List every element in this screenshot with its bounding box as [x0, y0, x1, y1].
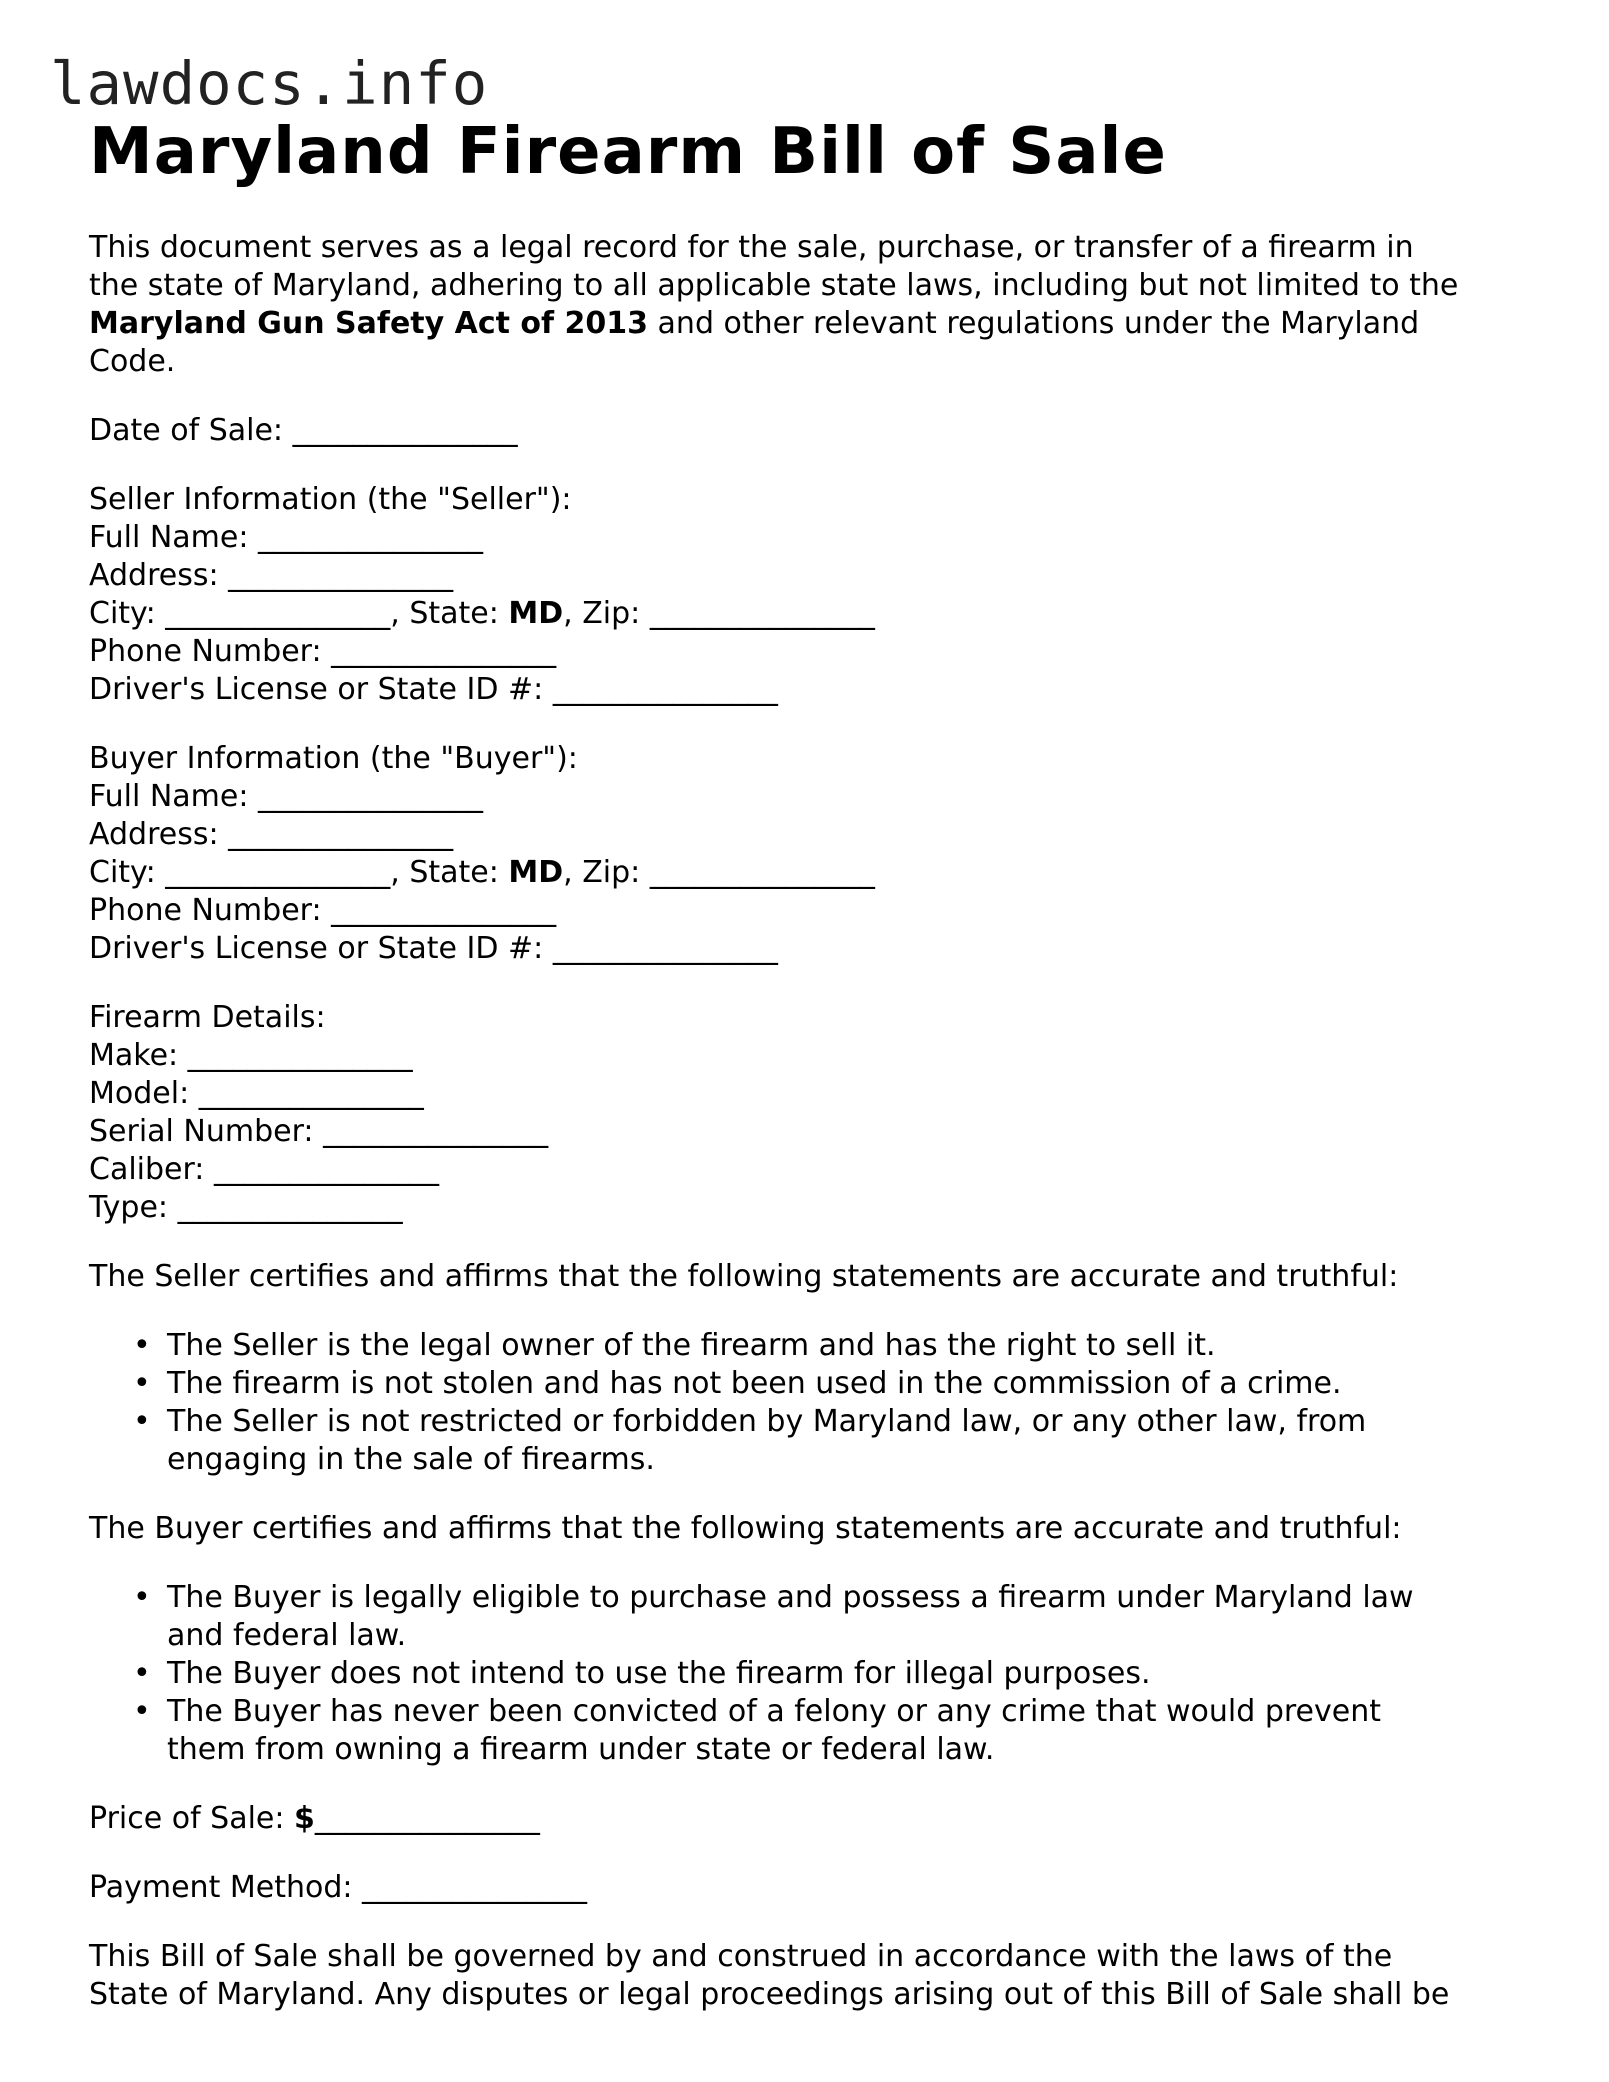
intro-line — [89, 305, 1529, 343]
buyer-full-name-blank[interactable]: _______________ — [257, 779, 483, 814]
field-label: Caliber: — [89, 1152, 214, 1187]
firearm-heading: Firearm Details: — [89, 1000, 326, 1035]
list-item — [89, 1365, 1529, 1403]
field-label: Price of Sale: — [89, 1801, 295, 1836]
date-of-sale-field[interactable] — [89, 412, 1529, 450]
buyer-phone-blank[interactable]: _______________ — [331, 893, 557, 928]
seller-phone-blank[interactable]: _______________ — [331, 634, 557, 669]
governing-law-paragraph — [89, 1938, 1529, 2014]
field-label: , State: — [390, 855, 509, 890]
firearm-serial-field[interactable] — [89, 1113, 1529, 1151]
buyer-heading: Buyer Information (the "Buyer"): — [89, 741, 578, 776]
bullet-icon: • — [133, 1580, 151, 1615]
intro-line: Code. — [89, 344, 176, 379]
buyer-zip-blank[interactable]: _______________ — [649, 855, 875, 890]
page-title: Maryland Firearm Bill of Sale — [89, 115, 1167, 189]
payment-method-blank[interactable]: _______________ — [362, 1870, 588, 1905]
list-item-text: engaging in the sale of firearms. — [167, 1442, 655, 1477]
buyer-state-value: MD — [508, 855, 564, 890]
bullet-icon: • — [133, 1328, 151, 1363]
buyer-license-blank[interactable]: _______________ — [552, 931, 778, 966]
firearm-type-blank[interactable]: _______________ — [177, 1190, 403, 1225]
field-label: Driver's License or State ID #: — [89, 931, 553, 966]
buyer-address-field[interactable] — [89, 816, 1529, 854]
field-label: Payment Method: — [89, 1870, 363, 1905]
field-label: Serial Number: — [89, 1114, 324, 1149]
watermark-logo: lawdocs.info — [50, 49, 489, 118]
firearm-section — [89, 999, 1529, 1227]
buyer-city-state-zip-field[interactable] — [89, 854, 1529, 892]
bullet-icon: • — [133, 1694, 151, 1729]
buyer-cert-list — [89, 1579, 1529, 1769]
firearm-model-field[interactable] — [89, 1075, 1529, 1113]
firearm-caliber-blank[interactable]: _______________ — [213, 1152, 439, 1187]
seller-address-field[interactable] — [89, 557, 1529, 595]
list-item — [89, 1579, 1529, 1655]
intro-line: the state of Maryland, adhering to all applicable state laws, including but not limited to the — [89, 268, 1459, 303]
list-item — [89, 1655, 1529, 1693]
governing-line: This Bill of Sale shall be governed by and construed in accordance with the laws of the — [89, 1939, 1393, 1974]
intro-line: This document serves as a legal record for the sale, purchase, or transfer of a firearm in — [89, 230, 1414, 265]
seller-cert-list — [89, 1327, 1529, 1479]
firearm-type-field[interactable] — [89, 1189, 1529, 1227]
seller-zip-blank[interactable]: _______________ — [649, 596, 875, 631]
field-label: , State: — [390, 596, 509, 631]
seller-heading: Seller Information (the "Seller"): — [89, 482, 572, 517]
seller-full-name-blank[interactable]: _______________ — [257, 520, 483, 555]
seller-full-name-field[interactable] — [89, 519, 1529, 557]
list-item-text: The Buyer has never been convicted of a felony or any crime that would prevent — [167, 1694, 1381, 1729]
seller-cert-intro: The Seller certifies and affirms that the following statements are accurate and truthful: — [89, 1259, 1399, 1294]
seller-phone-field[interactable] — [89, 633, 1529, 671]
date-of-sale-label: Date of Sale: — [89, 413, 293, 448]
payment-method-field[interactable] — [89, 1869, 1529, 1907]
field-label: , Zip: — [563, 855, 650, 890]
price-field[interactable] — [89, 1800, 1529, 1838]
firearm-model-blank[interactable]: _______________ — [198, 1076, 424, 1111]
field-label: City: — [89, 855, 166, 890]
list-item — [89, 1327, 1529, 1365]
buyer-phone-field[interactable] — [89, 892, 1529, 930]
field-label: Address: — [89, 558, 229, 593]
list-item-text: them from owning a firearm under state or federal law. — [167, 1732, 995, 1767]
field-label: Full Name: — [89, 520, 258, 555]
seller-license-field[interactable] — [89, 671, 1529, 709]
firearm-caliber-field[interactable] — [89, 1151, 1529, 1189]
field-label: Address: — [89, 817, 229, 852]
list-item-text: The firearm is not stolen and has not been used in the commission of a crime. — [167, 1366, 1342, 1401]
buyer-city-blank[interactable]: _______________ — [165, 855, 391, 890]
seller-state-value: MD — [508, 596, 564, 631]
intro-paragraph — [89, 229, 1529, 381]
bullet-icon: • — [133, 1366, 151, 1401]
field-label: Model: — [89, 1076, 199, 1111]
firearm-make-blank[interactable]: _______________ — [187, 1038, 413, 1073]
field-label: Driver's License or State ID #: — [89, 672, 553, 707]
seller-license-blank[interactable]: _______________ — [552, 672, 778, 707]
buyer-address-blank[interactable]: _______________ — [228, 817, 454, 852]
buyer-section — [89, 740, 1529, 968]
governing-line: State of Maryland. Any disputes or legal proceedings arising out of this Bill of Sale shall be — [89, 1977, 1450, 2012]
firearm-serial-blank[interactable]: _______________ — [323, 1114, 549, 1149]
seller-section — [89, 481, 1529, 709]
buyer-cert-intro: The Buyer certifies and affirms that the following statements are accurate and truthful: — [89, 1511, 1402, 1546]
list-item-text: The Buyer is legally eligible to purchase and possess a firearm under Maryland law — [167, 1580, 1414, 1615]
seller-city-blank[interactable]: _______________ — [165, 596, 391, 631]
buyer-full-name-field[interactable] — [89, 778, 1529, 816]
list-item-text: The Seller is the legal owner of the firearm and has the right to sell it. — [167, 1328, 1216, 1363]
field-label: City: — [89, 596, 166, 631]
field-label: Make: — [89, 1038, 188, 1073]
list-item-text: The Seller is not restricted or forbidden by Maryland law, or any other law, from — [167, 1404, 1367, 1439]
seller-city-state-zip-field[interactable] — [89, 595, 1529, 633]
list-item-text: and federal law. — [167, 1618, 407, 1653]
seller-address-blank[interactable]: _______________ — [228, 558, 454, 593]
date-of-sale-blank[interactable]: _______________ — [292, 413, 518, 448]
firearm-make-field[interactable] — [89, 1037, 1529, 1075]
list-item — [89, 1403, 1529, 1479]
price-blank[interactable]: _______________ — [314, 1801, 540, 1836]
field-label: , Zip: — [563, 596, 650, 631]
act-name: Maryland Gun Safety Act of 2013 — [89, 306, 649, 341]
field-label: Full Name: — [89, 779, 258, 814]
intro-text: and other relevant regulations under the Maryland — [648, 306, 1420, 341]
field-label: Phone Number: — [89, 893, 332, 928]
list-item-text: The Buyer does not intend to use the firearm for illegal purposes. — [167, 1656, 1151, 1691]
bullet-icon: • — [133, 1404, 151, 1439]
list-item — [89, 1693, 1529, 1769]
field-label: Type: — [89, 1190, 178, 1225]
bullet-icon: • — [133, 1656, 151, 1691]
currency-symbol: $ — [294, 1801, 315, 1836]
document-body — [89, 112, 1529, 2014]
field-label: Phone Number: — [89, 634, 332, 669]
buyer-license-field[interactable] — [89, 930, 1529, 968]
